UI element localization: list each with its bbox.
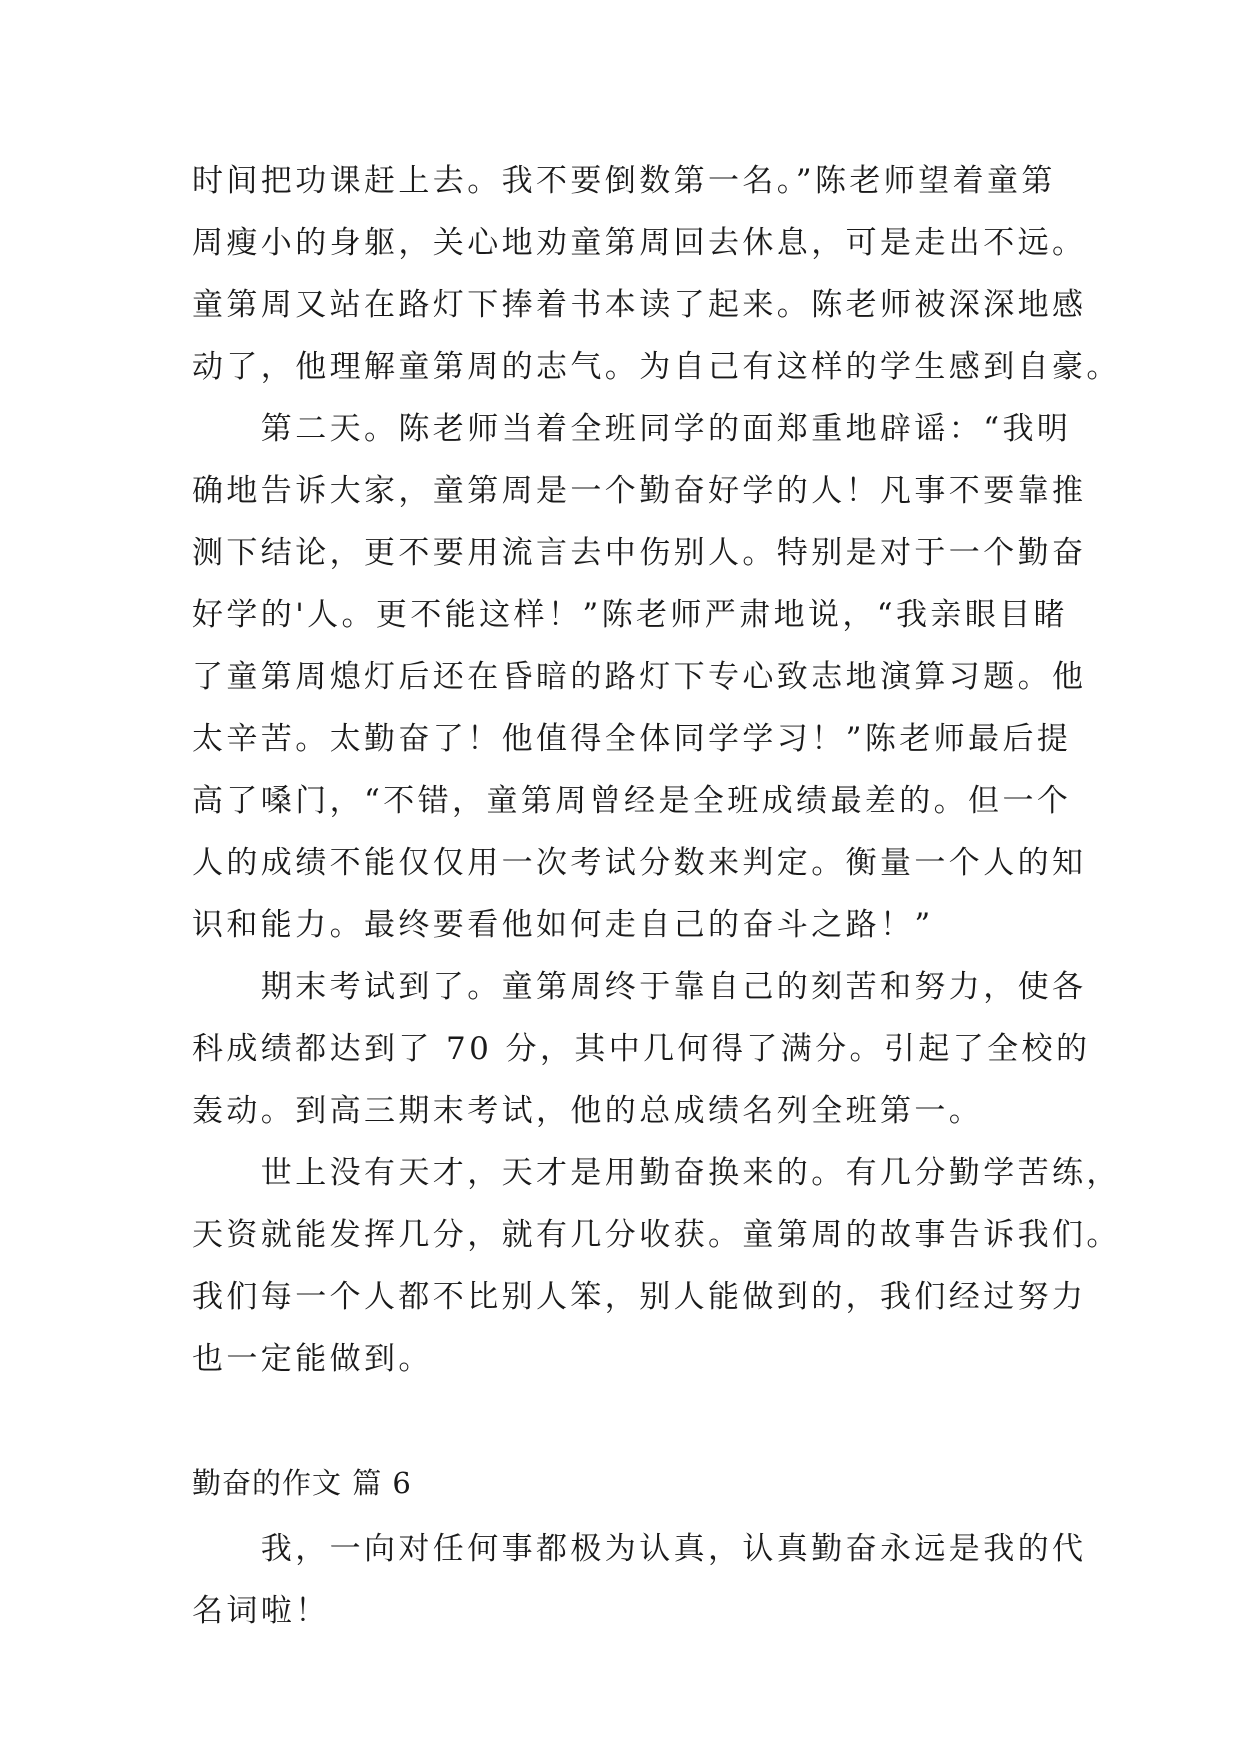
body-text-block-1	[192, 150, 1121, 1390]
text-line: 我们每一个人都不比别人笨，别人能做到的，我们经过努力	[192, 1279, 1087, 1315]
document-page	[192, 150, 1121, 1642]
text-line: 识和能力。最终要看他如何走自己的奋斗之路！”	[192, 907, 934, 943]
section-spacer	[192, 1390, 1072, 1454]
text-line: 第二天。陈老师当着全班同学的面郑重地辟谣：“我明	[192, 411, 1072, 447]
text-line: 确地告诉大家，童第周是一个勤奋好学的人！凡事不要靠推	[192, 473, 1087, 509]
text-line: 时间把功课赶上去。我不要倒数第一名。”陈老师望着童第	[192, 163, 1056, 199]
text-line: 好学的'人。更不能这样！”陈老师严肃地说，“我亲眼目睹	[192, 597, 1069, 633]
text-line: 测下结论，更不要用流言去中伤别人。特别是对于一个勤奋	[192, 535, 1087, 571]
text-line: 天资就能发挥几分，就有几分收获。童第周的故事告诉我们。	[192, 1217, 1121, 1253]
text-line: 了童第周熄灯后还在昏暗的路灯下专心致志地演算习题。他	[192, 659, 1087, 695]
text-line: 期末考试到了。童第周终于靠自己的刻苦和努力，使各	[192, 969, 1087, 1005]
text-line: 童第周又站在路灯下捧着书本读了起来。陈老师被深深地感	[192, 287, 1087, 323]
text-line: 周瘦小的身躯，关心地劝童第周回去休息，可是走出不远。	[192, 225, 1087, 261]
section-heading: 勤奋的作文 篇 6	[192, 1466, 412, 1500]
text-line: 科成绩都达到了 70 分，其中几何得了满分。引起了全校的	[192, 1031, 1091, 1067]
text-line: 名词啦！	[192, 1593, 330, 1629]
body-text-block-2	[192, 1518, 1087, 1642]
text-line: 动了，他理解童第周的志气。为自己有这样的学生感到自豪。	[192, 349, 1121, 385]
text-line: 也一定能做到。	[192, 1341, 433, 1377]
text-line: 太辛苦。太勤奋了！他值得全体同学学习！”陈老师最后提	[192, 721, 1072, 757]
text-line: 人的成绩不能仅仅用一次考试分数来判定。衡量一个人的知	[192, 845, 1087, 881]
text-line: 我，一向对任何事都极为认真，认真勤奋永远是我的代	[192, 1531, 1087, 1567]
text-line: 高了嗓门，“不错，童第周曾经是全班成绩最差的。但一个	[192, 783, 1072, 819]
text-line: 世上没有天才，天才是用勤奋换来的。有几分勤学苦练，	[192, 1155, 1121, 1191]
text-line: 轰动。到高三期末考试，他的总成绩名列全班第一。	[192, 1093, 984, 1129]
